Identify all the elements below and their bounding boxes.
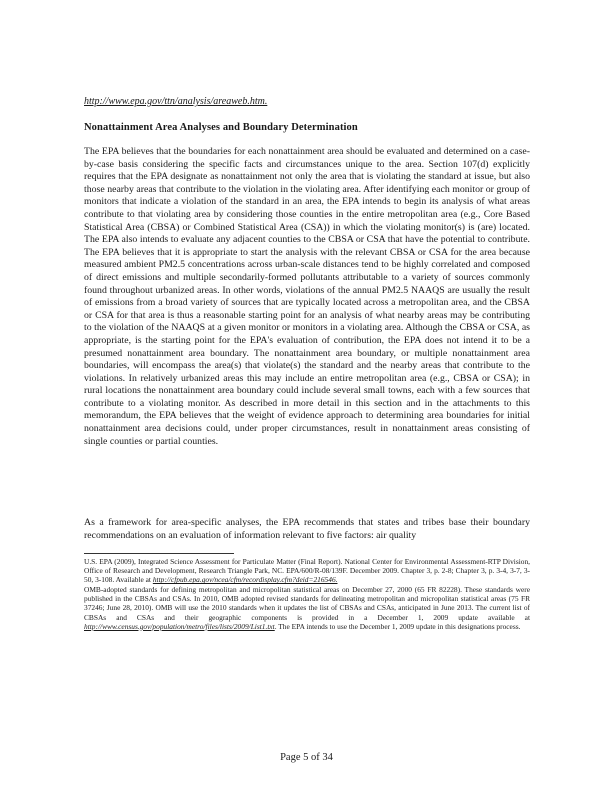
footnote-2-text: OMB-adopted standards for defining metropolitan and micropolitan statistical areas on December 27, 2000 (65 FR 82228). These standards were published in the CBSAs and CSAs. In 2010, OMB adopted revised standards for delineating metropolitan and micropolitan statistical areas (75 FR 37246; June 28, 2010). OMB will use the 2010 standards when it updates the list of CBSAs and CSAs, anticipated in June 2013. The current list of CBSAs and CSAs and their geographic components is provided in a December 1, 2009 update available at bbox=[84, 585, 530, 622]
footnotes bbox=[84, 557, 530, 632]
page-number: Page 5 of 34 bbox=[280, 752, 333, 763]
footnote-2-tail: . The EPA intends to use the December 1, 2009 update in this designations process. bbox=[274, 621, 521, 631]
footnote-2-link[interactable]: http://www.census.gov/population/metro/files/lists/2009/List1.txt bbox=[84, 621, 275, 631]
body-paragraph-1: The EPA believes that the boundaries for each nonattainment area should be evaluated and determined on a case-by-case basis considering the specific facts and circumstances unique to the area. Section 107(d) explicitly requires that the EPA designate as nonattainment not only the area that is violating the standard at issue, but also those nearby areas that contribute to the violation in the violating area. After identifying each monitor or group of monitors that indicate a violation of the standard in an area, the EPA intends to begin its analysis of what areas contribute to that violating area by considering those counties in the entire metropolitan area (e.g., Core Based Statistical Area (CBSA) or Combined Statistical Area (CSA)) in which the violating monitor(s) is (are) located. The EPA also intends to evaluate any adjacent counties to the CBSA or CSA that have the potential to contribute. The EPA believes that it is appropriate to start the analysis with the relevant CBSA or CSA for the area because measured ambient PM2.5 concentrations across urban-scale distances tend to be highly correlated and composed of direct emissions and multiple secondarily-formed pollutants attributable to a variety of sources commonly found throughout urbanized areas. In other words, violations of the annual PM2.5 NAAQS are usually the result of emissions from a broad variety of sources that are typically located across a metropolitan area, and the CBSA or CSA for that area is thus a reasonable starting point for an analysis of what nearby areas may be contributing to the violation of the NAAQS at a given monitor or monitors in a violating area. Although the CBSA or CSA, as appropriate, is the starting point for the EPA's evaluation of contribution, the EPA does not intend it to be a presumed nonattainment area boundary. The nonattainment area boundary, or multiple nonattainment area boundaries, will encompass the area(s) that violate(s) the standard and the nearby areas that contribute to the violations. In relatively urbanized areas this may include an entire metropolitan area (e.g., CBSA or CSA); in rural locations the nonattainment area boundary could include several small towns, each with a few sources that contribute to a violating monitor. As described in more detail in this section and in the attachments to this memorandum, the EPA believes that the weight of evidence approach to determining area boundaries for initial nonattainment area decisions could, under proper circumstances, result in nonattainment areas consisting of single counties or partial counties. bbox=[84, 146, 530, 447]
footnote-1 bbox=[84, 557, 530, 584]
body-paragraph-2: As a framework for area-specific analyses, the EPA recommends that states and tribes base their boundary recommendations on an evaluation of information relevant to five factors: air quality bbox=[84, 517, 530, 541]
footnote-1-text: U.S. EPA (2009), Integrated Science Assessment for Particulate Matter (Final Report). National Center for Environmental Assessment-RTP Division, Office of Research and Development, Research Triangle Park, NC. EPA/600/R-08/139F. December 2009. Chapter 3, p. 2-8; Chapter 3, p. 3-4, 3-7, 3-50, 3-108. Available at bbox=[84, 557, 530, 585]
footnote-1-link[interactable]: http://cfpub.epa.gov/ncea/cfm/recordisplay.cfm?deid=216546. bbox=[152, 575, 338, 585]
footnote-divider bbox=[84, 553, 234, 554]
section-heading: Nonattainment Area Analyses and Boundary Determination bbox=[84, 122, 358, 133]
reference-url[interactable]: http://www.epa.gov/ttn/analysis/areaweb.htm. bbox=[84, 96, 268, 107]
footnote-2 bbox=[84, 585, 530, 630]
